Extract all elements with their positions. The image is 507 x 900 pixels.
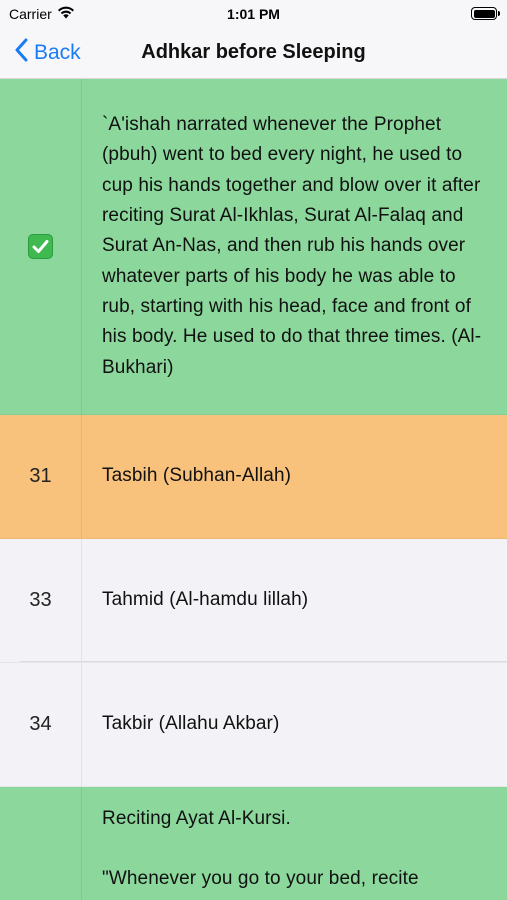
list-item[interactable]: [0, 539, 507, 663]
row-text-cell: [82, 79, 507, 414]
row-count: 34: [0, 663, 82, 786]
row-text-cell: [82, 539, 507, 662]
back-label: Back: [34, 41, 81, 64]
status-time: 1:01 PM: [227, 6, 280, 22]
page-title: Adhkar before Sleeping: [141, 41, 366, 63]
dhikr-text: `A'ishah narrated whenever the Prophet (pbuh) went to bed every night, he used to cup his hands together and blow over it after reciting Surat Al-Ikhlas, Surat Al-Falaq and Surat An-Nas, and then rub his hands over whatever parts of his body he was able to rub, starting with his head, face and front of his body. He used to do that three times. (Al-Bukhari): [102, 114, 482, 378]
row-count: 31: [0, 415, 82, 538]
list-item[interactable]: [0, 663, 507, 787]
list-item[interactable]: [0, 787, 507, 900]
list-item[interactable]: [0, 79, 507, 415]
row-text-cell: [82, 415, 507, 538]
row-text-cell: [82, 787, 507, 895]
dhikr-title: Reciting Ayat Al-Kursi.: [102, 808, 291, 829]
checkmark-icon: [28, 234, 53, 259]
row-divider: [20, 661, 507, 662]
row-indicator: [0, 79, 82, 414]
adhkar-list: [0, 79, 507, 900]
carrier-label: Carrier: [9, 6, 52, 22]
navigation-bar: [0, 28, 507, 79]
dhikr-text: "Whenever you go to your bed, recite: [102, 868, 419, 890]
row-text-cell: [82, 663, 507, 786]
paragraph-gap: [102, 834, 487, 864]
list-item[interactable]: [0, 415, 507, 539]
dhikr-text: Tahmid (Al-hamdu lillah): [102, 589, 309, 611]
row-indicator: [0, 787, 82, 900]
dhikr-text: Takbir (Allahu Akbar): [102, 713, 280, 735]
status-bar: [0, 0, 507, 28]
dhikr-text: Tasbih (Subhan-Allah): [102, 465, 292, 487]
battery-icon: [471, 7, 497, 20]
row-count: 33: [0, 539, 82, 662]
